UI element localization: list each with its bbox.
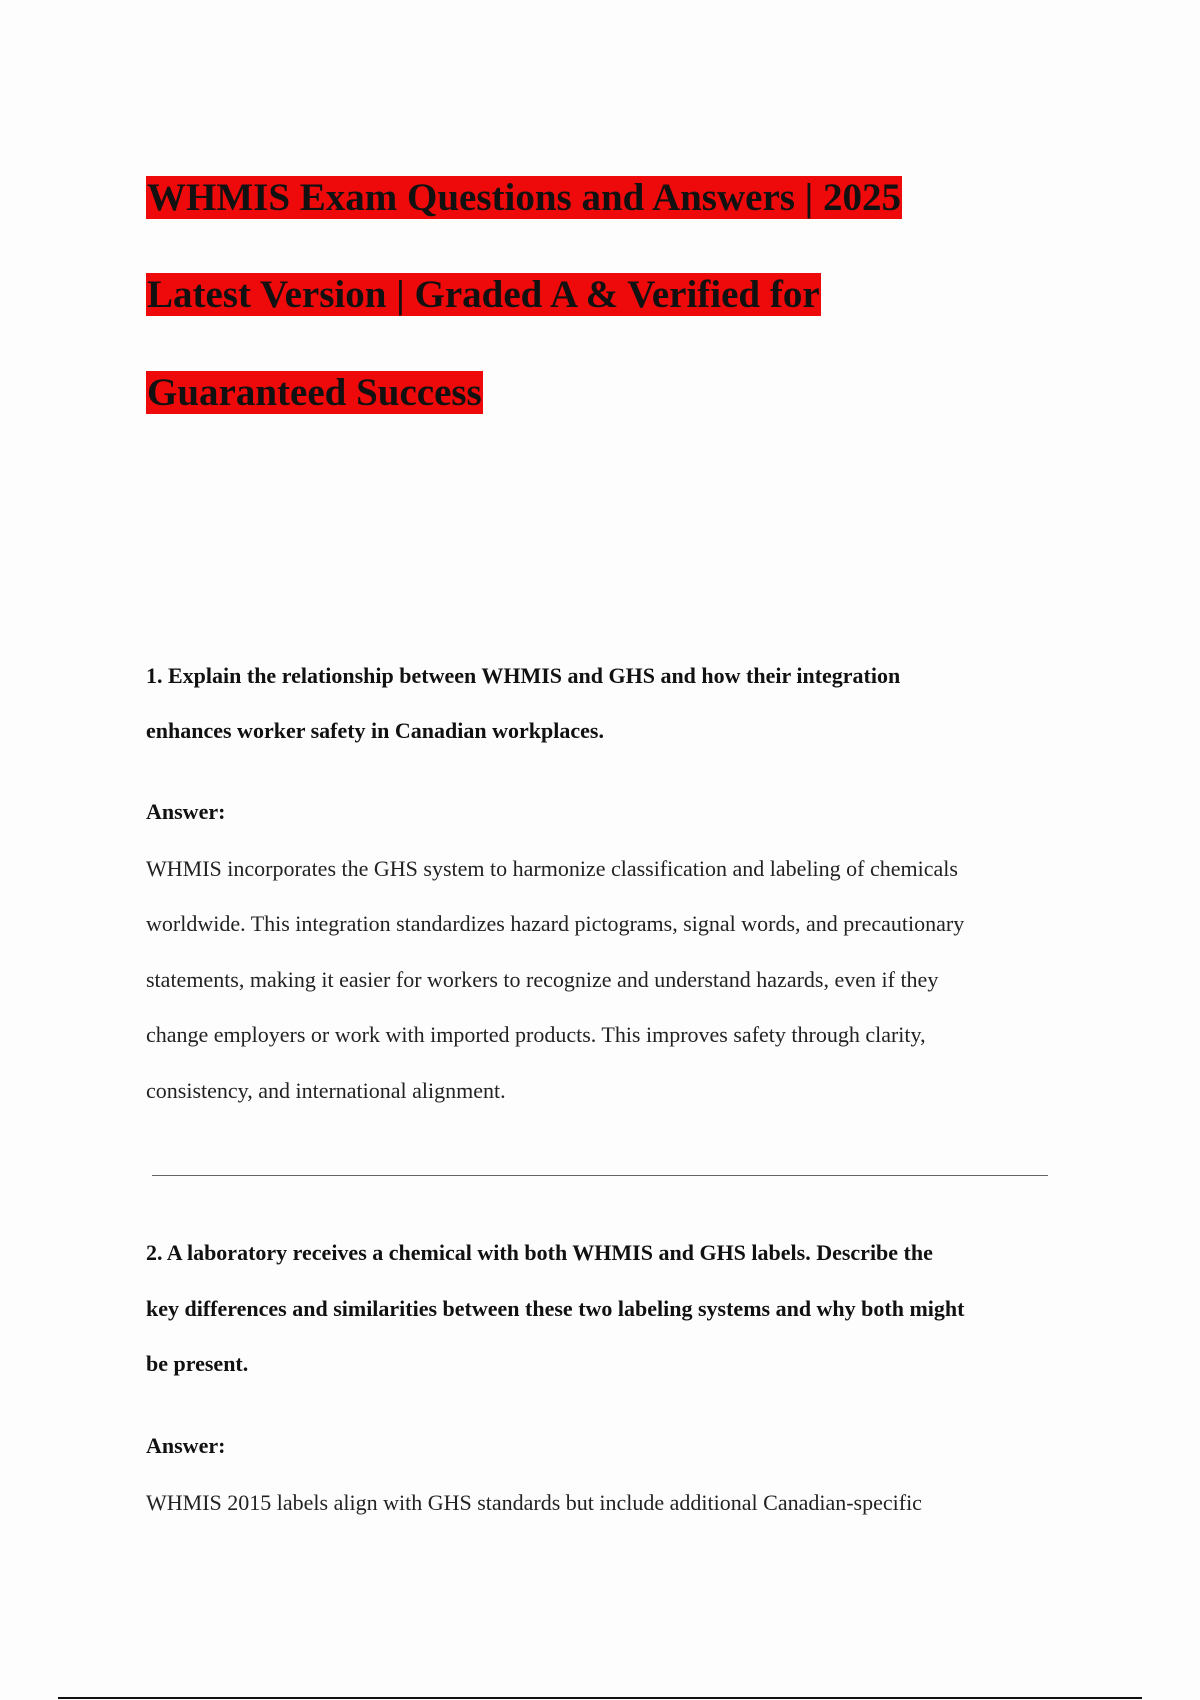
question-1-line-2: enhances worker safety in Canadian workplaces. <box>146 718 604 743</box>
answer-1-line-5: consistency, and international alignment. <box>146 1078 506 1103</box>
answer-1-line-2: worldwide. This integration standardizes hazard pictograms, signal words, and precautionary <box>146 911 965 936</box>
page-bottom-rule <box>58 1697 1142 1699</box>
question-2-line-1: 2. A laboratory receives a chemical with both WHMIS and GHS labels. Describe the <box>146 1240 933 1265</box>
answer-1-line-3: statements, making it easier for workers to recognize and understand hazards, even if they <box>146 967 939 992</box>
document-title-line-3 <box>146 368 483 418</box>
answer-2-label: Answer: <box>146 1433 226 1458</box>
answer-1-line-4: change employers or work with imported products. This improves safety through clarity, <box>146 1022 926 1047</box>
title-highlight: Guaranteed Success <box>147 371 482 414</box>
question-1-line-1: 1. Explain the relationship between WHMIS and GHS and how their integration <box>146 663 901 688</box>
question-2-line-3: be present. <box>146 1351 249 1376</box>
document-title-line-2 <box>146 270 821 320</box>
answer-2-line-1: WHMIS 2015 labels align with GHS standards but include additional Canadian-specific <box>146 1490 922 1515</box>
answer-1-line-1: WHMIS incorporates the GHS system to harmonize classification and labeling of chemicals <box>146 856 958 881</box>
answer-1-label: Answer: <box>146 799 226 824</box>
question-2-line-2: key differences and similarities between these two labeling systems and why both might <box>146 1296 965 1321</box>
document-title-line-1 <box>146 173 902 223</box>
title-highlight: WHMIS Exam Questions and Answers | 2025 <box>147 176 902 219</box>
section-divider <box>152 1175 1048 1176</box>
title-highlight: Latest Version | Graded A & Verified for <box>147 273 820 316</box>
